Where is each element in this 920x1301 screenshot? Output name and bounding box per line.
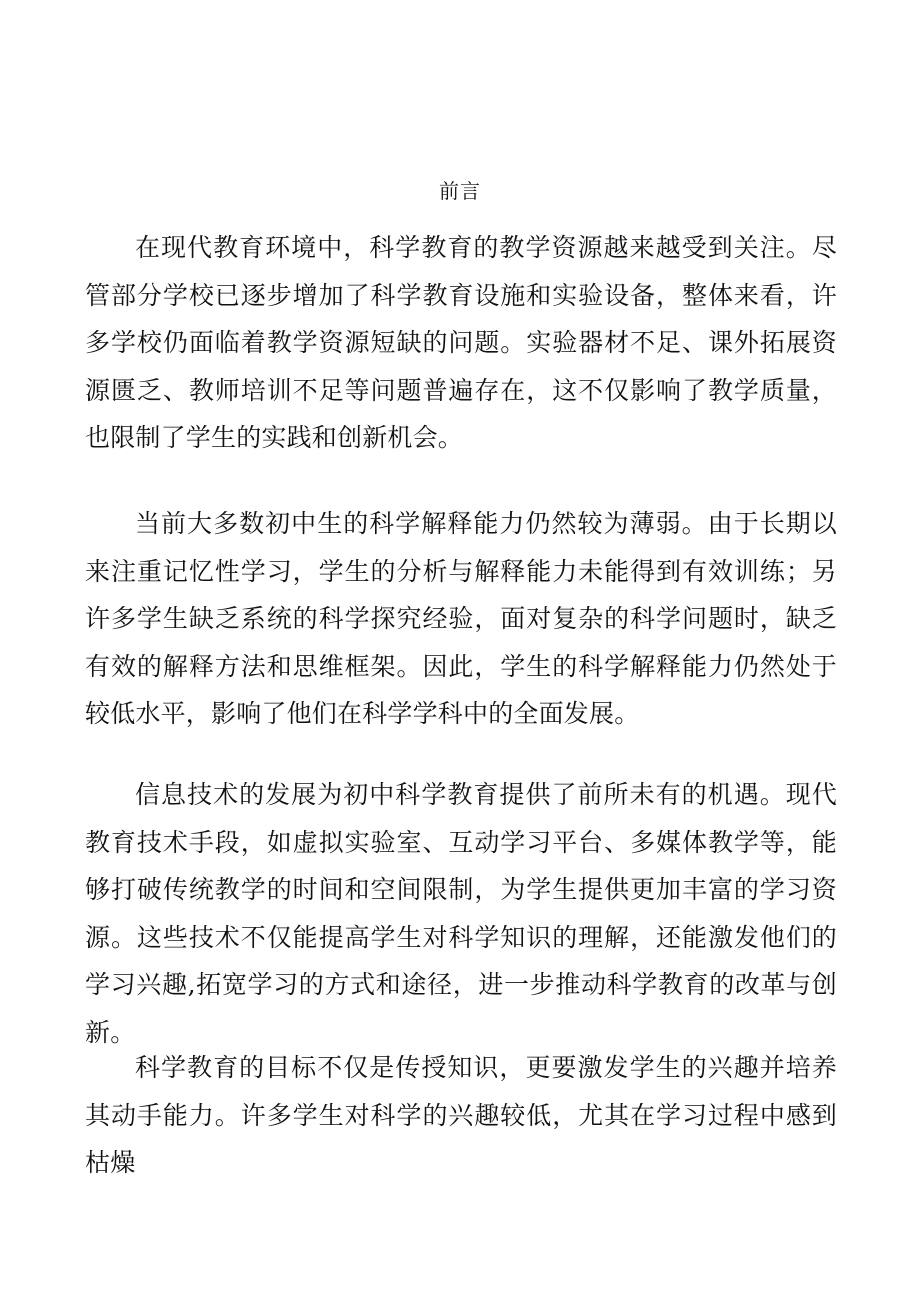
paragraph-2: 当前大多数初中生的科学解释能力仍然较为薄弱。由于长期以来注重记忆性学习，学生的分析与解释能力未能得到有效训练；另许多学生缺乏系统的科学探究经验，面对复杂的科学问题时，缺乏有效的解释方法和思维框架。因此，学生的科学解释能力仍然处于较低水平，影响了他们在科学学科中的全面发展。 bbox=[85, 509, 837, 728]
page-title: 前言 bbox=[439, 179, 481, 203]
paragraph-4: 科学教育的目标不仅是传授知识，更要激发学生的兴趣并培养其动手能力。许多学生对科学的兴趣较低，尤其在学习过程中感到枯燥 bbox=[85, 1053, 837, 1177]
paragraph-1: 在现代教育环境中，科学教育的教学资源越来越受到关注。尽管部分学校已逐步增加了科学教育设施和实验设备，整体来看，许多学校仍面临着教学资源短缺的问题。实验器材不足、课外拓展资源匮乏、教师培训不足等问题普遍存在，这不仅影响了教学质量，也限制了学生的实践和创新机会。 bbox=[85, 233, 837, 452]
paragraph-3: 信息技术的发展为初中科学教育提供了前所未有的机遇。现代教育技术手段，如虚拟实验室、互动学习平台、多媒体教学等，能够打破传统教学的时间和空间限制，为学生提供更加丰富的学习资源。这些技术不仅能提高学生对科学知识的理解，还能激发他们的学习兴趣,拓宽学习的方式和途径，进一步推动科学教育的改革与创新。 bbox=[85, 780, 837, 1047]
